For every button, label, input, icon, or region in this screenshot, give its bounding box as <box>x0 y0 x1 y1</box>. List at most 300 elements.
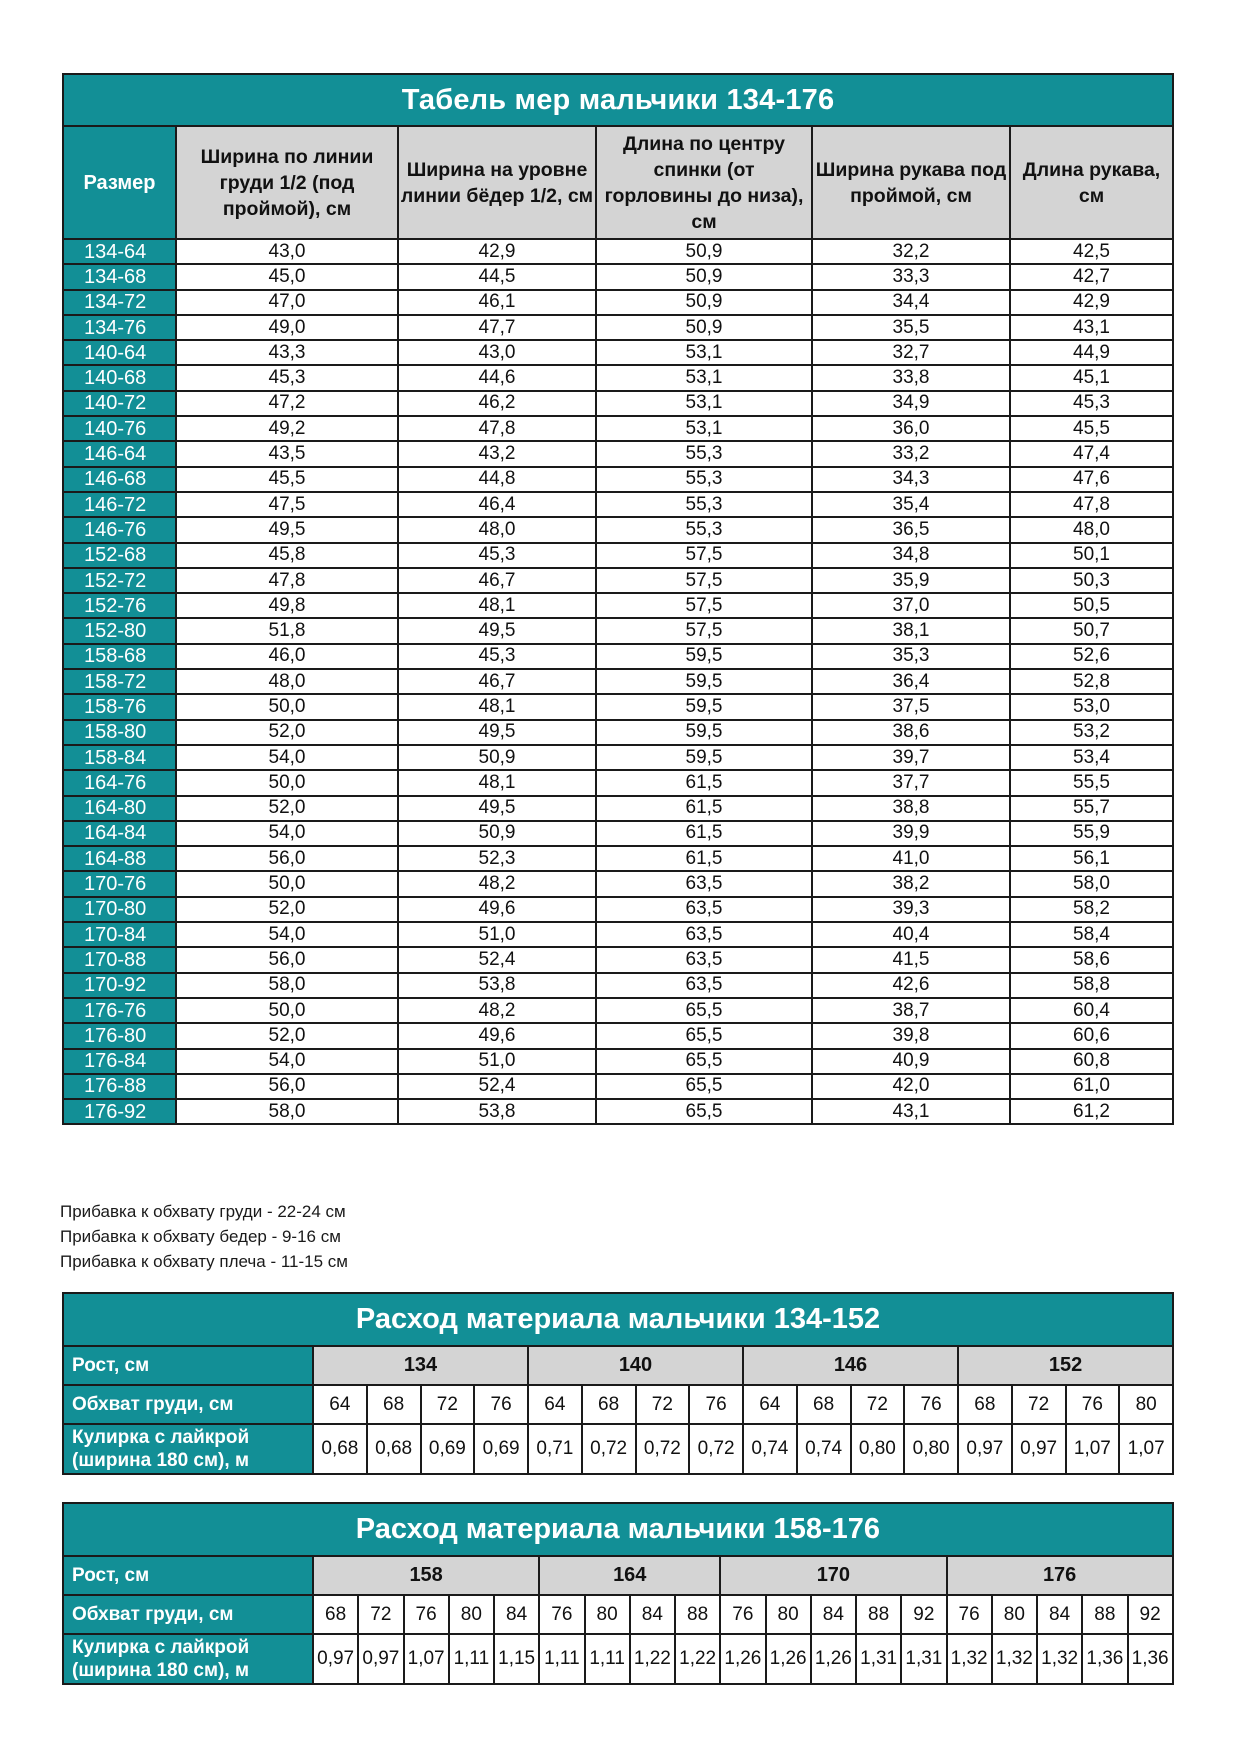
value-cell: 32,2 <box>812 239 1010 264</box>
value-cell: 47,8 <box>398 416 596 441</box>
value-cell: 44,5 <box>398 264 596 289</box>
fabric-amount-cell: 0,97 <box>313 1634 358 1684</box>
title-row <box>63 1293 1173 1346</box>
value-cell: 50,7 <box>1010 618 1173 643</box>
value-cell: 48,0 <box>176 669 398 694</box>
size-cell: 134-76 <box>63 315 176 340</box>
consumption-table-134-152 <box>62 1292 1174 1475</box>
value-cell: 53,8 <box>398 1099 596 1124</box>
value-cell: 50,5 <box>1010 593 1173 618</box>
value-cell: 34,8 <box>812 543 1010 568</box>
chest-cell: 64 <box>743 1385 797 1424</box>
fabric-amount-cell: 1,22 <box>675 1634 720 1684</box>
size-cell: 164-76 <box>63 770 176 795</box>
value-cell: 43,2 <box>398 441 596 466</box>
table-row <box>63 1049 1173 1074</box>
table-row <box>63 998 1173 1023</box>
value-cell: 47,7 <box>398 315 596 340</box>
fabric-amount-cell: 1,15 <box>494 1634 539 1684</box>
table-row <box>63 416 1173 441</box>
note-shoulder-ease: Прибавка к обхвату плеча - 11-15 см <box>60 1252 348 1271</box>
value-cell: 50,9 <box>596 239 812 264</box>
value-cell: 50,0 <box>176 998 398 1023</box>
chest-cell: 80 <box>766 1595 811 1634</box>
value-cell: 50,0 <box>176 694 398 719</box>
value-cell: 63,5 <box>596 897 812 922</box>
value-cell: 50,9 <box>596 290 812 315</box>
value-cell: 53,4 <box>1010 745 1173 770</box>
value-cell: 46,2 <box>398 391 596 416</box>
chest-cell: 72 <box>851 1385 905 1424</box>
value-cell: 49,6 <box>398 897 596 922</box>
value-cell: 32,7 <box>812 340 1010 365</box>
value-cell: 33,3 <box>812 264 1010 289</box>
table-row <box>63 694 1173 719</box>
size-cell: 134-68 <box>63 264 176 289</box>
chest-cell: 88 <box>1082 1595 1127 1634</box>
table-row <box>63 340 1173 365</box>
value-cell: 58,0 <box>176 973 398 998</box>
table-row <box>63 365 1173 390</box>
size-cell: 170-76 <box>63 871 176 896</box>
value-cell: 47,8 <box>1010 492 1173 517</box>
table-row <box>63 846 1173 871</box>
value-cell: 52,8 <box>1010 669 1173 694</box>
table-row <box>63 568 1173 593</box>
value-cell: 55,7 <box>1010 796 1173 821</box>
value-cell: 50,9 <box>398 745 596 770</box>
size-cell: 170-84 <box>63 922 176 947</box>
size-cell: 146-68 <box>63 467 176 492</box>
table-row <box>63 1023 1173 1048</box>
table-row <box>63 315 1173 340</box>
chest-row <box>63 1385 1173 1424</box>
note-hip-ease: Прибавка к обхвату бедер - 9-16 см <box>60 1227 341 1246</box>
value-cell: 53,0 <box>1010 694 1173 719</box>
value-cell: 39,8 <box>812 1023 1010 1048</box>
value-cell: 45,3 <box>1010 391 1173 416</box>
column-header-chest-width: Ширина по линии груди 1/2 (под проймой), см <box>176 126 398 239</box>
chest-cell: 80 <box>1119 1385 1173 1424</box>
value-cell: 43,1 <box>812 1099 1010 1124</box>
value-cell: 57,5 <box>596 593 812 618</box>
value-cell: 45,3 <box>398 644 596 669</box>
value-cell: 47,8 <box>176 568 398 593</box>
value-cell: 56,0 <box>176 846 398 871</box>
value-cell: 47,2 <box>176 391 398 416</box>
value-cell: 57,5 <box>596 568 812 593</box>
column-header-sleeve-width: Ширина рукава под проймой, см <box>812 126 1010 239</box>
value-cell: 56,0 <box>176 947 398 972</box>
value-cell: 63,5 <box>596 947 812 972</box>
value-cell: 45,8 <box>176 543 398 568</box>
value-cell: 37,5 <box>812 694 1010 719</box>
table-row <box>63 618 1173 643</box>
size-chart-title: Табель мер мальчики 134-176 <box>63 74 1173 126</box>
value-cell: 44,8 <box>398 467 596 492</box>
value-cell: 53,1 <box>596 365 812 390</box>
size-cell: 158-68 <box>63 644 176 669</box>
value-cell: 53,8 <box>398 973 596 998</box>
height-group-cell: 140 <box>528 1346 743 1385</box>
fabric-amount-cell: 1,26 <box>766 1634 811 1684</box>
chest-cell: 92 <box>901 1595 946 1634</box>
chest-cell: 92 <box>1128 1595 1173 1634</box>
value-cell: 65,5 <box>596 1074 812 1099</box>
height-group-cell: 176 <box>947 1556 1173 1595</box>
fabric-amount-cell: 0,74 <box>797 1424 851 1474</box>
table-row <box>63 922 1173 947</box>
height-group-cell: 152 <box>958 1346 1173 1385</box>
value-cell: 61,5 <box>596 821 812 846</box>
value-cell: 52,0 <box>176 720 398 745</box>
value-cell: 52,6 <box>1010 644 1173 669</box>
value-cell: 50,0 <box>176 770 398 795</box>
fabric-amount-cell: 1,07 <box>1066 1424 1120 1474</box>
value-cell: 61,5 <box>596 796 812 821</box>
size-cell: 164-84 <box>63 821 176 846</box>
table-row <box>63 897 1173 922</box>
value-cell: 35,4 <box>812 492 1010 517</box>
fabric-amount-cell: 1,07 <box>1119 1424 1173 1474</box>
table-row <box>63 441 1173 466</box>
size-cell: 176-88 <box>63 1074 176 1099</box>
value-cell: 61,2 <box>1010 1099 1173 1124</box>
fabric-amount-cell: 1,26 <box>720 1634 765 1684</box>
column-header-size: Размер <box>63 126 176 239</box>
chest-cell: 84 <box>1037 1595 1082 1634</box>
value-cell: 49,2 <box>176 416 398 441</box>
table-row <box>63 1099 1173 1124</box>
value-cell: 50,1 <box>1010 543 1173 568</box>
chest-cell: 76 <box>404 1595 449 1634</box>
value-cell: 55,3 <box>596 492 812 517</box>
value-cell: 63,5 <box>596 871 812 896</box>
value-cell: 55,3 <box>596 441 812 466</box>
value-cell: 55,5 <box>1010 770 1173 795</box>
size-chart-body <box>63 239 1173 1124</box>
table-row <box>63 264 1173 289</box>
table-row <box>63 973 1173 998</box>
chest-cell: 68 <box>367 1385 421 1424</box>
chest-cell: 88 <box>856 1595 901 1634</box>
value-cell: 59,5 <box>596 669 812 694</box>
value-cell: 37,0 <box>812 593 1010 618</box>
value-cell: 38,1 <box>812 618 1010 643</box>
value-cell: 58,4 <box>1010 922 1173 947</box>
value-cell: 49,5 <box>176 517 398 542</box>
table-row <box>63 947 1173 972</box>
value-cell: 38,2 <box>812 871 1010 896</box>
size-cell: 152-80 <box>63 618 176 643</box>
value-cell: 34,9 <box>812 391 1010 416</box>
size-cell: 158-76 <box>63 694 176 719</box>
value-cell: 55,9 <box>1010 821 1173 846</box>
value-cell: 49,6 <box>398 1023 596 1048</box>
fabric-amount-cell: 0,97 <box>1012 1424 1066 1474</box>
height-row <box>63 1346 1173 1385</box>
value-cell: 59,5 <box>596 745 812 770</box>
fabric-amount-cell: 1,07 <box>404 1634 449 1684</box>
value-cell: 53,2 <box>1010 720 1173 745</box>
chest-cell: 72 <box>421 1385 475 1424</box>
value-cell: 48,0 <box>1010 517 1173 542</box>
value-cell: 40,4 <box>812 922 1010 947</box>
table-row <box>63 290 1173 315</box>
value-cell: 53,1 <box>596 340 812 365</box>
size-cell: 170-88 <box>63 947 176 972</box>
size-chart-table <box>62 73 1174 1125</box>
value-cell: 52,4 <box>398 947 596 972</box>
table-row <box>63 871 1173 896</box>
value-cell: 52,0 <box>176 796 398 821</box>
size-cell: 176-80 <box>63 1023 176 1048</box>
row-label-chest: Обхват груди, см <box>63 1595 313 1634</box>
value-cell: 34,4 <box>812 290 1010 315</box>
fabric-amount-cell: 1,11 <box>449 1634 494 1684</box>
value-cell: 43,0 <box>398 340 596 365</box>
value-cell: 54,0 <box>176 1049 398 1074</box>
chest-cell: 76 <box>539 1595 584 1634</box>
size-cell: 152-72 <box>63 568 176 593</box>
value-cell: 33,2 <box>812 441 1010 466</box>
value-cell: 57,5 <box>596 543 812 568</box>
chest-cell: 64 <box>528 1385 582 1424</box>
value-cell: 45,3 <box>176 365 398 390</box>
fabric-amount-cell: 1,32 <box>1037 1634 1082 1684</box>
fabric-amount-cell: 1,11 <box>539 1634 584 1684</box>
height-group-cell: 134 <box>313 1346 528 1385</box>
value-cell: 59,5 <box>596 694 812 719</box>
size-cell: 158-84 <box>63 745 176 770</box>
value-cell: 49,5 <box>398 720 596 745</box>
value-cell: 50,9 <box>596 264 812 289</box>
size-cell: 146-64 <box>63 441 176 466</box>
value-cell: 61,5 <box>596 770 812 795</box>
value-cell: 49,8 <box>176 593 398 618</box>
consumption-table-158-176 <box>62 1502 1174 1685</box>
fabric-amount-cell: 0,97 <box>358 1634 403 1684</box>
value-cell: 38,7 <box>812 998 1010 1023</box>
note-chest-ease: Прибавка к обхвату груди - 22-24 см <box>60 1202 346 1221</box>
value-cell: 45,3 <box>398 543 596 568</box>
height-row <box>63 1556 1173 1595</box>
value-cell: 52,0 <box>176 1023 398 1048</box>
height-group-cell: 146 <box>743 1346 958 1385</box>
value-cell: 33,8 <box>812 365 1010 390</box>
size-cell: 176-84 <box>63 1049 176 1074</box>
table-row <box>63 467 1173 492</box>
value-cell: 45,1 <box>1010 365 1173 390</box>
table-row <box>63 239 1173 264</box>
height-group-cell: 164 <box>539 1556 720 1595</box>
table-row <box>63 1074 1173 1099</box>
value-cell: 58,6 <box>1010 947 1173 972</box>
value-cell: 47,6 <box>1010 467 1173 492</box>
table-row <box>63 593 1173 618</box>
value-cell: 53,1 <box>596 391 812 416</box>
size-cell: 140-72 <box>63 391 176 416</box>
value-cell: 45,5 <box>176 467 398 492</box>
value-cell: 50,0 <box>176 871 398 896</box>
table-row <box>63 492 1173 517</box>
value-cell: 37,7 <box>812 770 1010 795</box>
chest-cell: 84 <box>811 1595 856 1634</box>
size-cell: 140-76 <box>63 416 176 441</box>
column-header-sleeve-length: Длина рукава, см <box>1010 126 1173 239</box>
size-cell: 170-80 <box>63 897 176 922</box>
value-cell: 53,1 <box>596 416 812 441</box>
value-cell: 46,7 <box>398 568 596 593</box>
chest-cell: 84 <box>630 1595 675 1634</box>
size-cell: 140-68 <box>63 365 176 390</box>
chest-cell: 88 <box>675 1595 720 1634</box>
chest-cell: 76 <box>904 1385 958 1424</box>
fabric-amount-cell: 0,68 <box>313 1424 367 1474</box>
size-cell: 176-92 <box>63 1099 176 1124</box>
value-cell: 57,5 <box>596 618 812 643</box>
value-cell: 43,0 <box>176 239 398 264</box>
value-cell: 43,3 <box>176 340 398 365</box>
size-cell: 140-64 <box>63 340 176 365</box>
value-cell: 63,5 <box>596 922 812 947</box>
value-cell: 60,6 <box>1010 1023 1173 1048</box>
chest-row <box>63 1595 1173 1634</box>
value-cell: 39,9 <box>812 821 1010 846</box>
table-row <box>63 720 1173 745</box>
fabric-amount-cell: 1,22 <box>630 1634 675 1684</box>
fabric-amount-cell: 0,80 <box>851 1424 905 1474</box>
table-row <box>63 543 1173 568</box>
fabric-amount-cell: 0,97 <box>958 1424 1012 1474</box>
value-cell: 41,0 <box>812 846 1010 871</box>
column-header-back-length: Длина по центру спинки (от горловины до низа), см <box>596 126 812 239</box>
value-cell: 44,9 <box>1010 340 1173 365</box>
value-cell: 42,9 <box>1010 290 1173 315</box>
table-row <box>63 644 1173 669</box>
size-cell: 158-80 <box>63 720 176 745</box>
value-cell: 43,5 <box>176 441 398 466</box>
table-row <box>63 821 1173 846</box>
value-cell: 59,5 <box>596 644 812 669</box>
value-cell: 54,0 <box>176 821 398 846</box>
row-label-chest: Обхват груди, см <box>63 1385 313 1424</box>
value-cell: 48,2 <box>398 871 596 896</box>
value-cell: 50,9 <box>398 821 596 846</box>
value-cell: 51,8 <box>176 618 398 643</box>
fabric-amount-cell: 0,68 <box>367 1424 421 1474</box>
size-cell: 134-64 <box>63 239 176 264</box>
size-cell: 164-88 <box>63 846 176 871</box>
value-cell: 58,8 <box>1010 973 1173 998</box>
value-cell: 63,5 <box>596 973 812 998</box>
fabric-amount-cell: 0,72 <box>582 1424 636 1474</box>
value-cell: 40,9 <box>812 1049 1010 1074</box>
consumption-title: Расход материала мальчики 134-152 <box>63 1293 1173 1346</box>
value-cell: 56,0 <box>176 1074 398 1099</box>
value-cell: 54,0 <box>176 745 398 770</box>
value-cell: 47,4 <box>1010 441 1173 466</box>
value-cell: 36,0 <box>812 416 1010 441</box>
value-cell: 44,6 <box>398 365 596 390</box>
fabric-amount-cell: 1,31 <box>856 1634 901 1684</box>
value-cell: 65,5 <box>596 998 812 1023</box>
value-cell: 48,0 <box>398 517 596 542</box>
fabric-row <box>63 1634 1173 1684</box>
value-cell: 49,5 <box>398 796 596 821</box>
column-header-hip-width: Ширина на уровне линии бёдер 1/2, см <box>398 126 596 239</box>
value-cell: 51,0 <box>398 922 596 947</box>
chest-cell: 76 <box>1066 1385 1120 1424</box>
chest-cell: 68 <box>958 1385 1012 1424</box>
value-cell: 65,5 <box>596 1049 812 1074</box>
chest-cell: 76 <box>947 1595 992 1634</box>
value-cell: 56,1 <box>1010 846 1173 871</box>
value-cell: 38,8 <box>812 796 1010 821</box>
value-cell: 65,5 <box>596 1023 812 1048</box>
chest-cell: 76 <box>720 1595 765 1634</box>
row-label-fabric: Кулирка с лайкрой (ширина 180 см), м <box>63 1424 313 1474</box>
value-cell: 49,0 <box>176 315 398 340</box>
value-cell: 65,5 <box>596 1099 812 1124</box>
size-cell: 164-80 <box>63 796 176 821</box>
fabric-amount-cell: 1,36 <box>1128 1634 1173 1684</box>
fabric-amount-cell: 0,69 <box>421 1424 475 1474</box>
value-cell: 55,3 <box>596 467 812 492</box>
size-cell: 158-72 <box>63 669 176 694</box>
value-cell: 46,0 <box>176 644 398 669</box>
value-cell: 58,2 <box>1010 897 1173 922</box>
value-cell: 46,1 <box>398 290 596 315</box>
fabric-amount-cell: 1,26 <box>811 1634 856 1684</box>
table-row <box>63 796 1173 821</box>
chest-cell: 68 <box>582 1385 636 1424</box>
value-cell: 36,4 <box>812 669 1010 694</box>
value-cell: 38,6 <box>812 720 1010 745</box>
chest-cell: 68 <box>797 1385 851 1424</box>
chest-cell: 68 <box>313 1595 358 1634</box>
value-cell: 43,1 <box>1010 315 1173 340</box>
value-cell: 36,5 <box>812 517 1010 542</box>
value-cell: 45,0 <box>176 264 398 289</box>
value-cell: 50,9 <box>596 315 812 340</box>
value-cell: 61,0 <box>1010 1074 1173 1099</box>
fabric-amount-cell: 1,32 <box>992 1634 1037 1684</box>
value-cell: 48,1 <box>398 593 596 618</box>
chest-cell: 64 <box>313 1385 367 1424</box>
value-cell: 60,4 <box>1010 998 1173 1023</box>
fabric-row <box>63 1424 1173 1474</box>
size-cell: 146-72 <box>63 492 176 517</box>
value-cell: 35,3 <box>812 644 1010 669</box>
value-cell: 42,9 <box>398 239 596 264</box>
table-row <box>63 391 1173 416</box>
chest-cell: 76 <box>689 1385 743 1424</box>
value-cell: 42,0 <box>812 1074 1010 1099</box>
value-cell: 58,0 <box>176 1099 398 1124</box>
value-cell: 46,7 <box>398 669 596 694</box>
height-group-cell: 170 <box>720 1556 946 1595</box>
value-cell: 54,0 <box>176 922 398 947</box>
table-row <box>63 669 1173 694</box>
value-cell: 39,3 <box>812 897 1010 922</box>
value-cell: 49,5 <box>398 618 596 643</box>
value-cell: 52,0 <box>176 897 398 922</box>
value-cell: 46,4 <box>398 492 596 517</box>
value-cell: 48,1 <box>398 694 596 719</box>
row-label-height: Рост, см <box>63 1346 313 1385</box>
value-cell: 51,0 <box>398 1049 596 1074</box>
